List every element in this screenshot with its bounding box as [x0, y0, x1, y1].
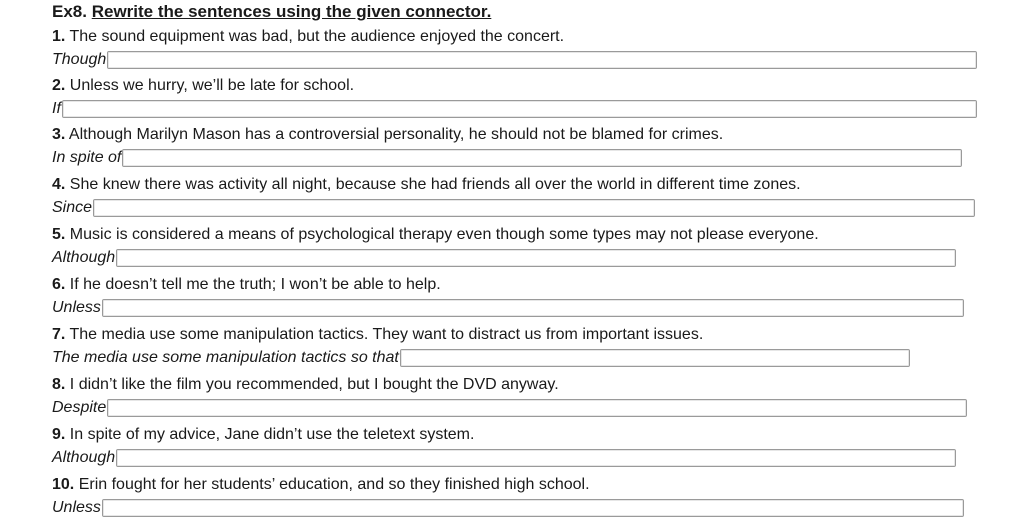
- question-number: 6.: [52, 276, 66, 293]
- connector-prompt: The media use some manipulation tactics so that: [52, 349, 399, 366]
- connector-prompt: Unless: [52, 499, 101, 516]
- question-1: [52, 27, 992, 70]
- question-sentence: [52, 27, 992, 47]
- question-number: 3.: [52, 126, 66, 143]
- answer-input[interactable]: [93, 199, 975, 217]
- connector-prompt: In spite of: [52, 149, 122, 166]
- exercise-heading: Rewrite the sentences using the given connector.: [91, 2, 492, 21]
- question-sentence: [52, 275, 992, 295]
- question-text: The sound equipment was bad, but the audience enjoyed the concert.: [69, 28, 565, 45]
- question-number: 5.: [52, 226, 66, 243]
- answer-input[interactable]: [400, 349, 910, 367]
- answer-input[interactable]: [116, 249, 956, 267]
- answer-row: [52, 395, 992, 418]
- question-text: If he doesn’t tell me the truth; I won’t be able to help.: [69, 276, 441, 293]
- answer-row: [52, 145, 992, 168]
- connector-prompt: If: [52, 100, 61, 117]
- answer-row: [52, 445, 992, 468]
- question-4: [52, 175, 992, 218]
- question-text: Erin fought for her students’ education, and so they finished high school.: [78, 476, 590, 493]
- question-7: [52, 325, 992, 368]
- question-3: [52, 125, 992, 168]
- question-sentence: [52, 325, 992, 345]
- question-text: I didn’t like the film you recommended, but I bought the DVD anyway.: [69, 376, 559, 393]
- answer-row: [52, 495, 992, 518]
- question-8: [52, 375, 992, 418]
- exercise-label: Ex8.: [52, 2, 87, 21]
- question-sentence: [52, 375, 992, 395]
- answer-row: [52, 295, 992, 318]
- answer-input[interactable]: [102, 499, 964, 517]
- question-sentence: [52, 425, 992, 445]
- question-2: [52, 76, 992, 119]
- question-number: 2.: [52, 77, 66, 94]
- answer-input[interactable]: [62, 100, 977, 118]
- answer-input[interactable]: [122, 149, 962, 167]
- answer-row: [52, 345, 992, 368]
- question-text: Music is considered a means of psychological therapy even though some types may not please everyone.: [69, 226, 819, 243]
- answer-input[interactable]: [107, 399, 967, 417]
- answer-row: [52, 195, 992, 218]
- answer-row: [52, 47, 992, 70]
- question-number: 10.: [52, 476, 75, 493]
- connector-prompt: Unless: [52, 299, 101, 316]
- answer-input[interactable]: [116, 449, 956, 467]
- question-sentence: [52, 475, 992, 495]
- question-text: In spite of my advice, Jane didn’t use the teletext system.: [69, 426, 475, 443]
- question-number: 4.: [52, 176, 66, 193]
- question-9: [52, 425, 992, 468]
- question-sentence: [52, 175, 992, 195]
- answer-row: [52, 245, 992, 268]
- question-sentence: [52, 125, 992, 145]
- question-number: 8.: [52, 376, 66, 393]
- question-text: Although Marilyn Mason has a controversial personality, he should not be blamed for crimes.: [68, 126, 724, 143]
- question-10: [52, 475, 992, 518]
- question-text: She knew there was activity all night, because she had friends all over the world in different time zones.: [69, 176, 801, 193]
- answer-input[interactable]: [107, 51, 977, 69]
- question-sentence: [52, 76, 992, 96]
- connector-prompt: Although: [52, 249, 116, 266]
- question-number: 1.: [52, 28, 66, 45]
- question-text: Unless we hurry, we’ll be late for school.: [69, 77, 355, 94]
- connector-prompt: Though: [52, 51, 107, 68]
- answer-input[interactable]: [102, 299, 964, 317]
- question-sentence: [52, 225, 992, 245]
- question-text: The media use some manipulation tactics. They want to distract us from important issues.: [69, 326, 704, 343]
- question-5: [52, 225, 992, 268]
- question-number: 7.: [52, 326, 66, 343]
- exercise-title: [52, 2, 491, 22]
- answer-row: [52, 96, 992, 119]
- connector-prompt: Although: [52, 449, 116, 466]
- connector-prompt: Since: [52, 199, 93, 216]
- connector-prompt: Despite: [52, 399, 107, 416]
- question-number: 9.: [52, 426, 66, 443]
- question-6: [52, 275, 992, 318]
